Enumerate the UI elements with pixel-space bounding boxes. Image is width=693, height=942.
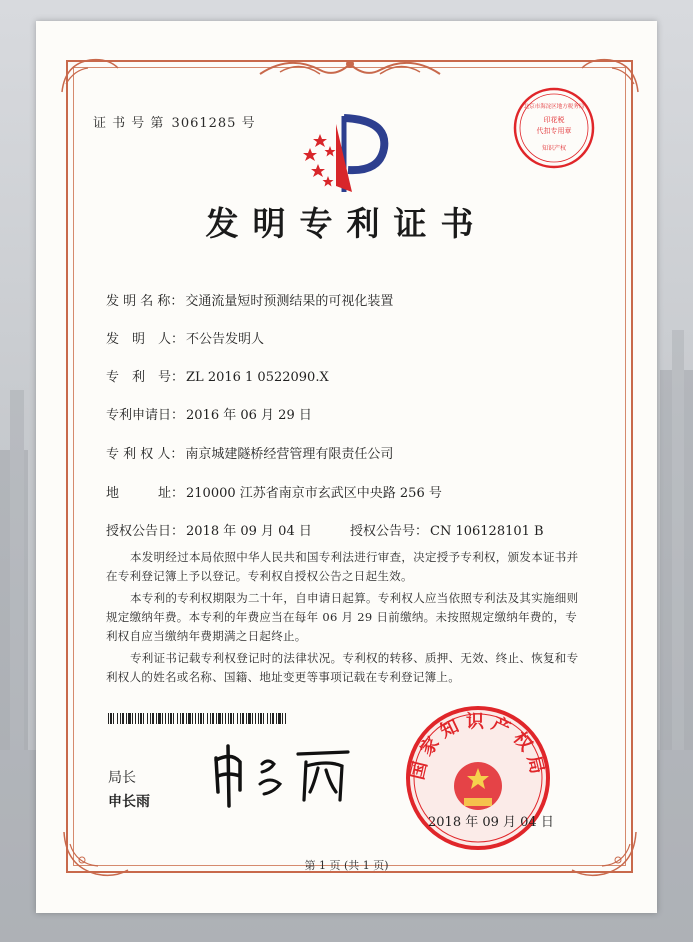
field-invention-name-label: 发 明 名 称： [106, 294, 184, 309]
field-grant-number-label: 授权公告号： [350, 524, 429, 539]
page-number: 第 1 页 (共 1 页) [304, 859, 389, 872]
field-address-label: 地 址： [106, 486, 185, 501]
field-patent-number-value: ZL 2016 1 0522090.X [186, 370, 329, 385]
field-grant-number-value: CN 106128101 B [430, 524, 544, 539]
handwritten-signature [210, 740, 360, 810]
svg-text:国家知识产权局: 国家知识产权局 [407, 711, 549, 782]
field-patent-number [106, 366, 329, 385]
corner-ornament-top-left-icon [60, 54, 120, 94]
paragraph-1: 本发明经过本局依照中华人民共和国专利法进行审查，决定授予专利权，颁发本证书并在专利登记簿上予以登记。专利权自授权公告之日起生效。 [106, 550, 579, 583]
field-grant-date [106, 520, 312, 539]
field-inventor [106, 328, 264, 347]
director-title: 局长 [108, 770, 136, 786]
patent-office-logo-icon [296, 110, 396, 200]
tax-stamp-seal [512, 86, 596, 170]
certificate-title: 发明专利证书 [205, 204, 488, 243]
field-invention-name [106, 290, 393, 309]
field-grant-date-label: 授权公告日： [106, 524, 185, 539]
top-ornament-icon [250, 52, 450, 82]
field-grant-date-value: 2018 年 09 月 04 日 [186, 524, 312, 539]
field-patent-number-label: 专 利 号： [106, 370, 185, 385]
field-address [106, 482, 442, 501]
svg-text:北京市海淀区地方税务局: 北京市海淀区地方税务局 [523, 104, 585, 110]
field-invention-name-value: 交通流量短时预测结果的可视化装置 [185, 294, 394, 309]
field-inventor-value: 不公告发明人 [186, 332, 265, 347]
field-filing-date-value: 2016 年 06 月 29 日 [186, 408, 312, 423]
field-filing-date [106, 404, 312, 423]
field-grant-number [350, 520, 544, 539]
paragraph-2: 本专利的专利权期限为二十年，自申请日起算。专利权人应当依照专利法及其实施细则规定缴纳年费。本专利的年费应当在每年 06 月 29 日前缴纳。未按照规定缴纳年费的，专利权自应当缴纳年费期满之日起终止。 [106, 591, 579, 643]
field-filing-date-label: 专利申请日： [106, 408, 185, 423]
field-patentee [106, 443, 393, 462]
svg-text:代扣专用章: 代扣专用章 [536, 127, 572, 135]
paragraph-3: 专利证书记载专利权登记时的法律状况。专利权的转移、质押、无效、终止、恢复和专利权人的姓名或名称、国籍、地址变更等事项记载在专利登记簿上。 [106, 651, 579, 684]
field-patentee-label: 专 利 权 人： [106, 447, 184, 462]
certificate-number-value: 3061285 [171, 116, 237, 131]
certificate-number [93, 112, 256, 131]
svg-text:印花税: 印花税 [543, 116, 565, 124]
seal-date: 2018 年 09 月 04 日 [428, 815, 554, 830]
svg-text:知识产权: 知识产权 [541, 145, 567, 152]
director-name: 申长雨 [108, 794, 150, 810]
field-address-value: 210000 江苏省南京市玄武区中央路 256 号 [186, 486, 442, 501]
barcode [108, 713, 288, 724]
certificate-number-suffix: 号 [241, 116, 256, 131]
field-inventor-label: 发 明 人： [106, 332, 185, 347]
certificate-number-label: 证 书 号 第 [93, 116, 165, 131]
field-patentee-value: 南京城建隧桥经营管理有限责任公司 [185, 447, 394, 462]
